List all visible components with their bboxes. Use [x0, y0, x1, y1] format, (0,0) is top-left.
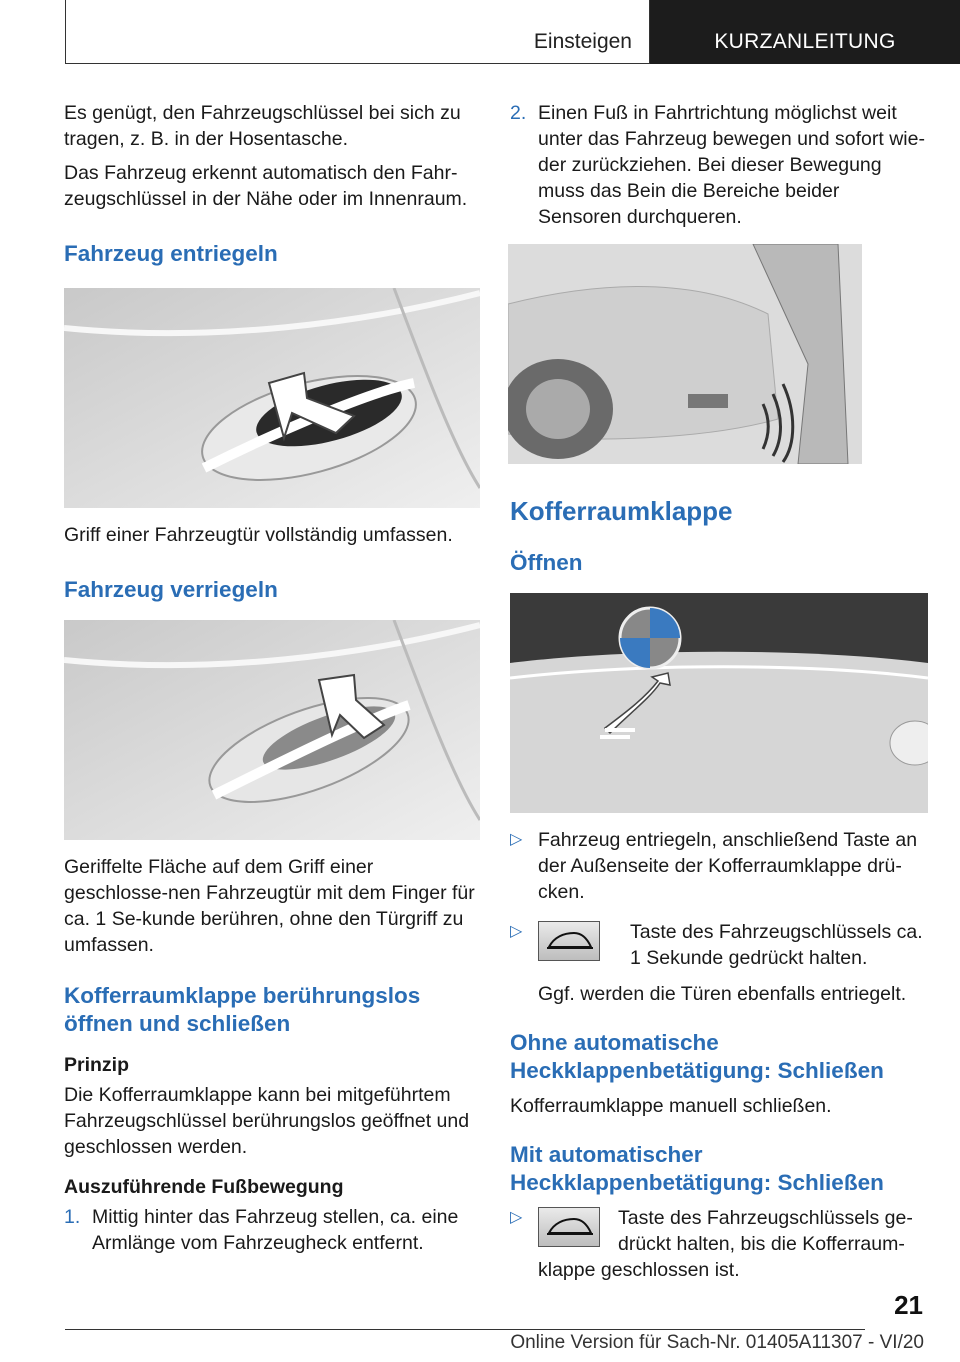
heading-principle: Prinzip [64, 1054, 130, 1076]
paragraph-without-auto: Kofferraumklappe manuell schließen. [510, 1095, 832, 1117]
bullet-text: Fahrzeug entriegeln, anschließend Taste an der Außenseite der Kofferraumklappe drü‐cken. [538, 829, 918, 903]
caption-unlock: Griff einer Fahrzeugtür vollständig umfassen. [64, 524, 453, 546]
page-header [0, 0, 960, 66]
heading-trunk: Kofferraumklappe [510, 496, 733, 526]
list-item [510, 100, 928, 230]
bullet-triangle-icon: ▷ [510, 1209, 523, 1226]
step-number: 2. [510, 102, 527, 124]
heading-with-auto: Mit automatischer Heckklappenbetätigung: Schließen [510, 1142, 884, 1195]
door-handle-lock-illustration [64, 620, 480, 840]
key-trunk-button-icon [538, 921, 600, 961]
key-trunk-button-icon [538, 1207, 600, 1247]
heading-contactless: Kofferraumklappe berührungslos öffnen und schließen [64, 983, 421, 1036]
footer-text: Online Version für Sach-Nr. 01405A11307 - VI/20 [510, 1332, 924, 1353]
list-item [64, 1204, 482, 1256]
bullet-triangle-icon: ▷ [510, 923, 523, 940]
foot-gesture-illustration [508, 244, 862, 464]
door-handle-unlock-illustration [64, 288, 480, 508]
list-item [510, 919, 928, 1007]
heading-foot-movement: Auszuführende Fußbewegung [64, 1176, 344, 1198]
heading-lock: Fahrzeug verriegeln [64, 577, 278, 602]
left-column [64, 100, 482, 1256]
heading-open: Öffnen [510, 550, 583, 575]
step-number: 1. [64, 1206, 81, 1228]
right-column [510, 100, 928, 1283]
step-text: Mittig hinter das Fahrzeug stellen, ca. eine Armlänge vom Fahrzeugheck entfernt. [92, 1206, 459, 1254]
paragraph-principle: Die Kofferraumklappe kann bei mitgeführtem Fahrzeugschlüssel berührungslos geöffnet und geschlossen werden. [64, 1084, 470, 1158]
list-item [510, 827, 928, 905]
paragraph: Das Fahrzeug erkennt automatisch den Fahr‐zeugschlüssel in der Nähe oder im Innenraum. [64, 162, 468, 210]
chapter-tab [650, 0, 960, 64]
caption-lock: Geriffelte Fläche auf dem Griff einer geschlosse‐nen Fahrzeugtür mit dem Finger für ca. 1 Se‐kunde berühren, ohne den Türgriff zu umfassen. [64, 856, 475, 956]
bullet-note: Ggf. werden die Türen ebenfalls entriegelt. [538, 983, 907, 1005]
footer-divider [65, 1329, 865, 1330]
paragraph: Es genügt, den Fahrzeugschlüssel bei sich zu tragen, z. B. in der Hosentasche. [64, 102, 461, 150]
bullet-triangle-icon: ▷ [510, 831, 523, 848]
trunk-button-illustration [510, 593, 928, 813]
heading-without-auto: Ohne automatische Heckklappenbetätigung: Schließen [510, 1030, 884, 1083]
step-text: Einen Fuß in Fahrtrichtung möglichst weit unter das Fahrzeug bewegen und sofort wie‐der zurückziehen. Bei dieser Bewegung muss das Bein die Bereiche beider Sensoren durchqueren. [538, 102, 925, 228]
bullet-text: Taste des Fahrzeugschlüssels ge‐drückt halten, bis die Kofferraum‐klappe geschlossen ist. [538, 1207, 913, 1281]
chapter-title: KURZANLEITUNG [714, 30, 896, 53]
bullet-text: Taste des Fahrzeugschlüssels ca. 1 Sekunde gedrückt halten. [630, 921, 923, 969]
page-number: 21 [894, 1290, 923, 1320]
list-item [510, 1205, 928, 1283]
section-title: Einsteigen [533, 30, 632, 53]
heading-unlock: Fahrzeug entriegeln [64, 241, 278, 266]
